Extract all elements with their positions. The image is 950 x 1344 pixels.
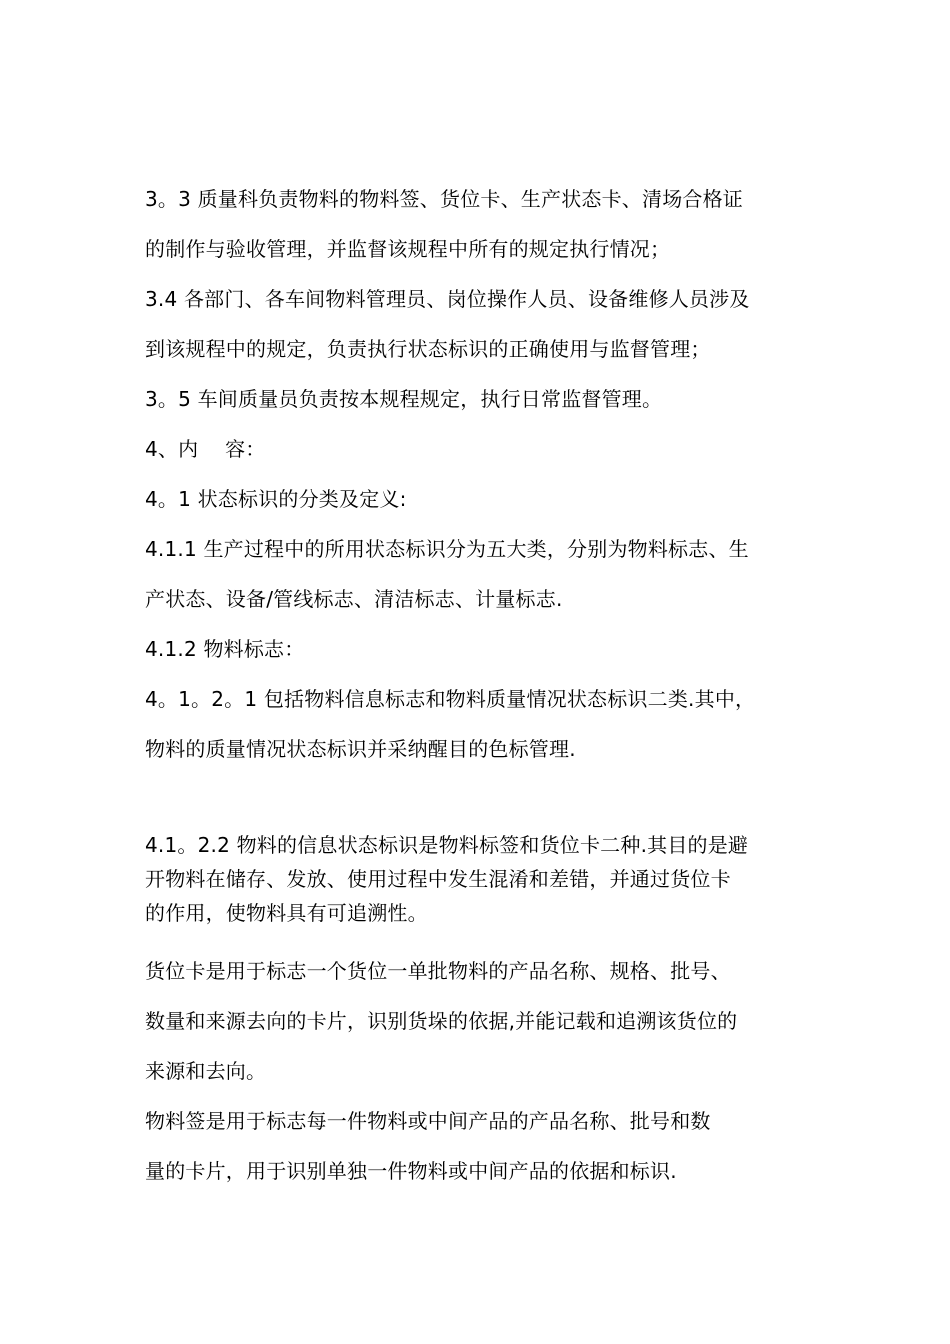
text-line: 物料的质量情况状态标识并采纳醒目的色标管理. [145,737,576,761]
text-line: 4。1 状态标识的分类及定义: [145,487,407,511]
text-line: 3.4 各部门、各车间物料管理员、岗位操作人员、设备维修人员涉及 [145,287,750,311]
text-line: 4、内 容： [145,437,266,461]
text-line: 4。1。2。1 包括物料信息标志和物料质量情况状态标识二类.其中， [145,687,756,711]
text-line: 3。3 质量科负责物料的物料签、货位卡、生产状态卡、清场合格证 [145,187,744,211]
text-line: 3。5 车间质量员负责按本规程规定，执行日常监督管理。 [145,387,663,411]
text-line: 物料签是用于标志每一件物料或中间产品的产品名称、批号和数 [145,1109,711,1133]
text-line: 来源和去向。 [145,1059,267,1083]
text-line: 货位卡是用于标志一个货位一单批物料的产品名称、规格、批号、 [145,959,731,983]
text-line: 量的卡片，用于识别单独一件物料或中间产品的依据和标识. [145,1159,677,1183]
text-line: 4.1.2 物料标志： [145,637,305,661]
text-line: 4.1.1 生产过程中的所用状态标识分为五大类，分别为物料标志、生 [145,537,749,561]
text-line: 产状态、设备/管线标志、清洁标志、计量标志. [145,587,563,611]
text-line: 的制作与验收管理，并监督该规程中所有的规定执行情况； [145,237,671,261]
text-line: 数量和来源去向的卡片，识别货垛的依据,并能记载和追溯该货位的 [145,1009,738,1033]
text-line: 到该规程中的规定，负责执行状态标识的正确使用与监督管理； [145,337,711,361]
text-line: 开物料在储存、发放、使用过程中发生混淆和差错，并通过货位卡 [145,867,731,891]
text-line: 4.1。2.2 物料的信息状态标识是物料标签和货位卡二种.其目的是避 [145,833,749,857]
text-line: 的作用，使物料具有可追溯性。 [145,901,428,925]
